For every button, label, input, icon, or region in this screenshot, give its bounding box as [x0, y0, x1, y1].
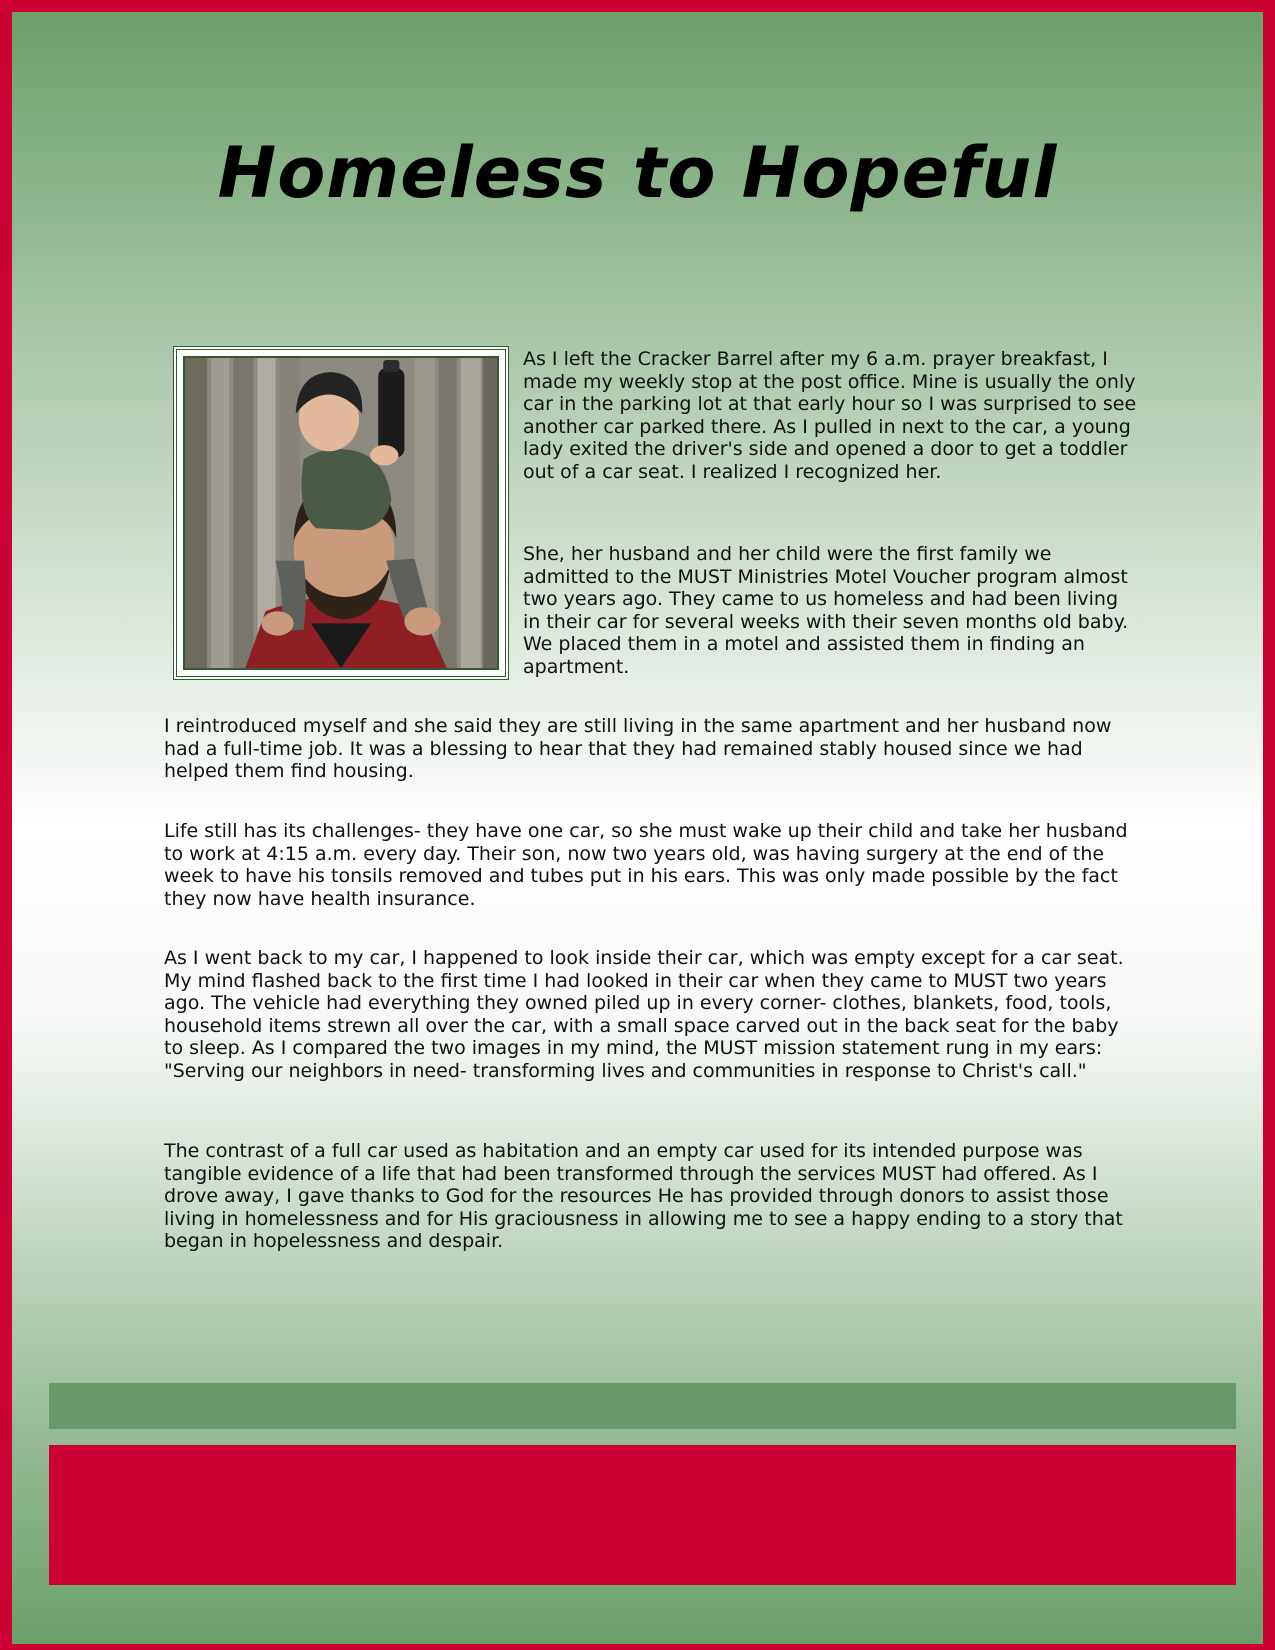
paragraph-family-background: She, her husband and her child were the first family we admitted to the MUST Ministries Motel Voucher program almost two years ago. They came to us homeless and had been living in their car for several weeks with their seven months old baby. We placed them in a motel and assisted them in finding an apartment.: [523, 543, 1129, 678]
paragraph-reintroduction: I reintroduced myself and she said they are still living in the same apartment and her husband now had a full-time job. It was a blessing to hear that they had remained stably housed since we had helped them find housing.: [164, 715, 1112, 782]
paragraph-conclusion: The contrast of a full car used as habitation and an empty car used for its intended purpose was tangible evidence of a life that had been transformed through the services MUST had offered. As I drove away, I gave thanks to God for the resources He has provided through donors to assist those living in homelessness and for His graciousness in allowing me to see a happy ending to a story that began in hopelessness and despair.: [164, 1140, 1123, 1252]
paragraph-car-memory: As I went back to my car, I happened to look inside their car, which was empty except for a car seat. My mind flashed back to the first time I had looked in their car when they came to MUST two years ago. The vehicle had everything they owned piled up in every corner- clothes, blankets, food, tools, household items strewn all over the car, with a small space carved out in the back seat for the baby to sleep. As I compared the two images in my mind, the MUST mission statement rung in my ears: "Serving our neighbors in need- transforming lives and communities in response to Christ's call.": [164, 947, 1124, 1082]
paragraph-challenges: Life still has its challenges- they have one car, so she must wake up their child and take her husband to work at 4:15 a.m. every day. Their son, now two years old, was having surgery at the end of the week to have his tonsils removed and tubes put in his ears. This was only made possible by the fact they now have health insurance.: [164, 820, 1128, 910]
page-frame: [6, 6, 1269, 1650]
footer-red-band: [49, 1445, 1236, 1585]
father-and-child-image: [185, 358, 497, 668]
paragraph-intro: As I left the Cracker Barrel after my 6 a.m. prayer breakfast, I made my weekly stop at the post office. Mine is usually the only car in the parking lot at that early hour so I was surprised to see another car parked there. As I pulled in next to the car, a young lady exited the driver's side and opened a door to get a toddler out of a car seat. I realized I recognized her.: [523, 348, 1137, 483]
family-photo: [183, 356, 499, 670]
photo-frame: [173, 346, 509, 680]
footer-green-band: [49, 1383, 1236, 1429]
page-title: Homeless to Hopeful: [217, 132, 1058, 214]
